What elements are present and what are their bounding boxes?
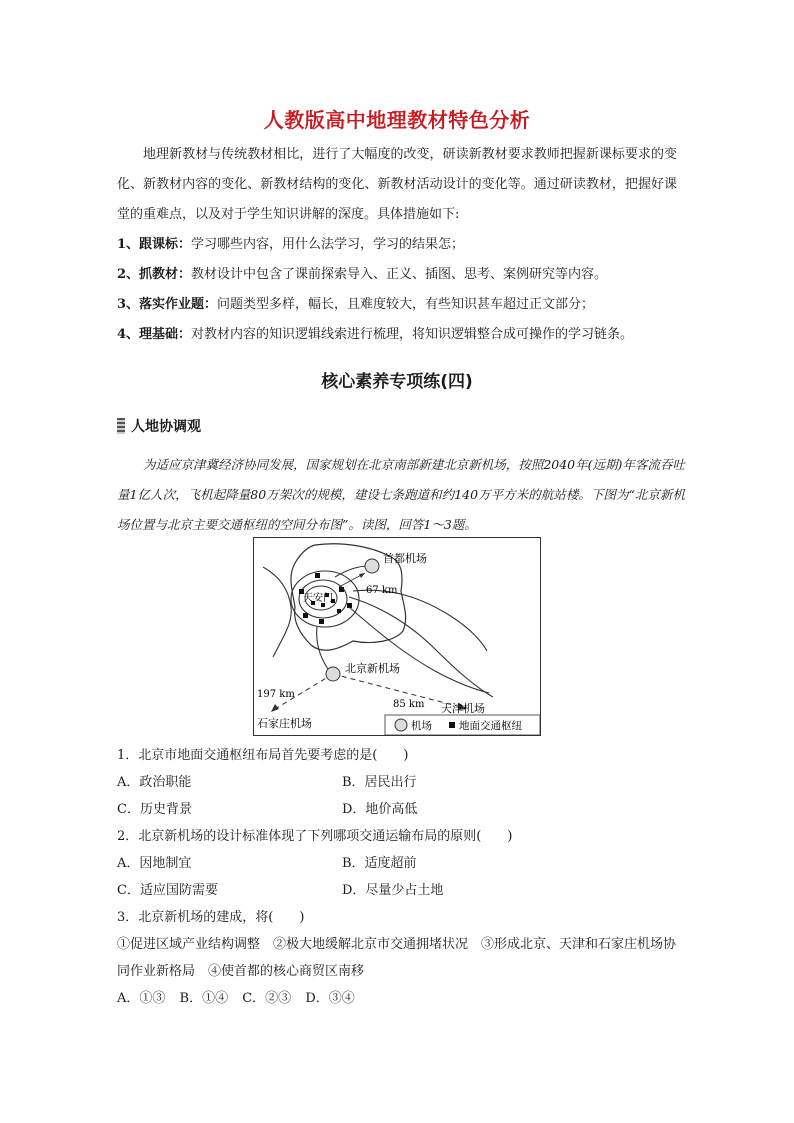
measure-key: 1、跟课标： (117, 237, 192, 252)
label-new-airport: 北京新机场 (345, 662, 400, 675)
question-stem: 2．北京新机场的设计标准体现了下列哪项交通运输布局的原则( ) (117, 829, 513, 844)
option-row (117, 769, 687, 796)
label-dist-sjz: 197 km (257, 689, 295, 700)
option-d[interactable]: D．③④ (305, 991, 355, 1006)
hub-marker (315, 573, 320, 578)
label-dist-capital: 67 km (366, 585, 398, 596)
option-row (117, 985, 687, 1012)
measure-item (117, 320, 687, 350)
legend-hub-label: 地面交通枢纽 (459, 720, 522, 732)
option-b[interactable]: B．适度超前 (342, 856, 417, 871)
label-tianjin-airport: 天津机场 (441, 702, 485, 715)
page-title: 人教版高中地理教材特色分析 (263, 108, 531, 132)
option-b[interactable]: B．居民出行 (342, 775, 417, 790)
label-tiananmen: 天安门 (303, 593, 333, 604)
label-sjz-airport: 石家庄机场 (257, 717, 312, 730)
hub-marker (303, 613, 308, 618)
legend-airport-label: 机场 (411, 720, 432, 732)
option-a[interactable]: A．因地制宜 (117, 856, 192, 871)
hub-marker (339, 587, 344, 592)
hub-marker (319, 619, 324, 624)
label-capital-airport: 首都机场 (383, 552, 427, 565)
measure-text: 教材设计中包含了课前探索导入、正义、插图、思考、案例研究等内容。 (191, 267, 608, 282)
option-c[interactable]: C．②③ (242, 991, 292, 1006)
beijing-airport-map (253, 537, 541, 736)
measure-item (117, 260, 687, 290)
intro-paragraph: 地理新教材与传统教材相比，进行了大幅度的改变，研读新教材要求教师把握新课标要求的变化、新教材内容的变化、新教材结构的变化、新教材活动设计的变化等。通过研读教材，把握好课堂的重难点，以及对于学生知识讲解的深度。具体措施如下: (117, 147, 677, 222)
option-row (117, 877, 687, 904)
option-c[interactable]: C．历史背景 (117, 802, 192, 817)
topic-bar-icon (117, 418, 125, 434)
legend-airport-icon (395, 719, 407, 731)
measures-list (117, 230, 687, 350)
option-b[interactable]: B．①④ (179, 991, 229, 1006)
hub-marker (347, 603, 352, 608)
option-a[interactable]: A．政治职能 (117, 775, 192, 790)
question-stem: 3．北京新机场的建成，将( ) (117, 910, 305, 925)
questions (117, 742, 687, 1012)
label-dist-tj: 85 km (393, 699, 425, 710)
question-statements: ①促进区域产业结构调整 ②极大地缓解北京市交通拥堵状况 ③形成北京、天津和石家庄机场协同作业新格局 ④使首都的核心商贸区南移 (117, 937, 677, 979)
option-row (117, 850, 687, 877)
section-title: 核心素养专项练(四) (321, 372, 473, 392)
measure-key: 2、抓教材： (117, 267, 192, 282)
new-airport-marker (326, 667, 340, 681)
hub-marker (337, 609, 341, 613)
measure-text: 学习哪些内容，用什么法学习，学习的结果怎； (191, 237, 465, 252)
capital-airport-marker (365, 559, 379, 573)
topic-heading (117, 416, 201, 436)
measure-key: 4、理基础： (117, 327, 192, 342)
option-row (117, 796, 687, 823)
topic-label: 人地协调观 (131, 419, 201, 435)
option-a[interactable]: A．①③ (117, 991, 166, 1006)
measure-item (117, 230, 687, 260)
measure-item (117, 290, 687, 320)
reading-passage: 为适应京津冀经济协同发展，国家规划在北京南部新建北京新机场，按照2040年(远期)年客流吞吐量1亿人次，飞机起降量80万架次的规模，建设七条跑道和约140万平方米的航站楼。下图为“北京新机场位置与北京主要交通枢纽的空间分布图”。读图，回答1～3题。 (117, 457, 685, 532)
measure-key: 3、落实作业题： (117, 297, 218, 312)
measure-text: 问题类型多样，幅长，且难度较大，有些知识甚车超过正文部分； (217, 297, 595, 312)
measure-text: 对教材内容的知识逻辑线索进行梳理，将知识逻辑整合成可操作的学习链条。 (191, 327, 634, 342)
option-d[interactable]: D．地价高低 (342, 802, 418, 817)
option-c[interactable]: C．适应国防需要 (117, 883, 218, 898)
legend-hub-icon (449, 722, 455, 728)
question-stem: 1．北京市地面交通枢纽布局首先要考虑的是( ) (117, 748, 409, 763)
option-d[interactable]: D．尽量少占土地 (342, 883, 444, 898)
